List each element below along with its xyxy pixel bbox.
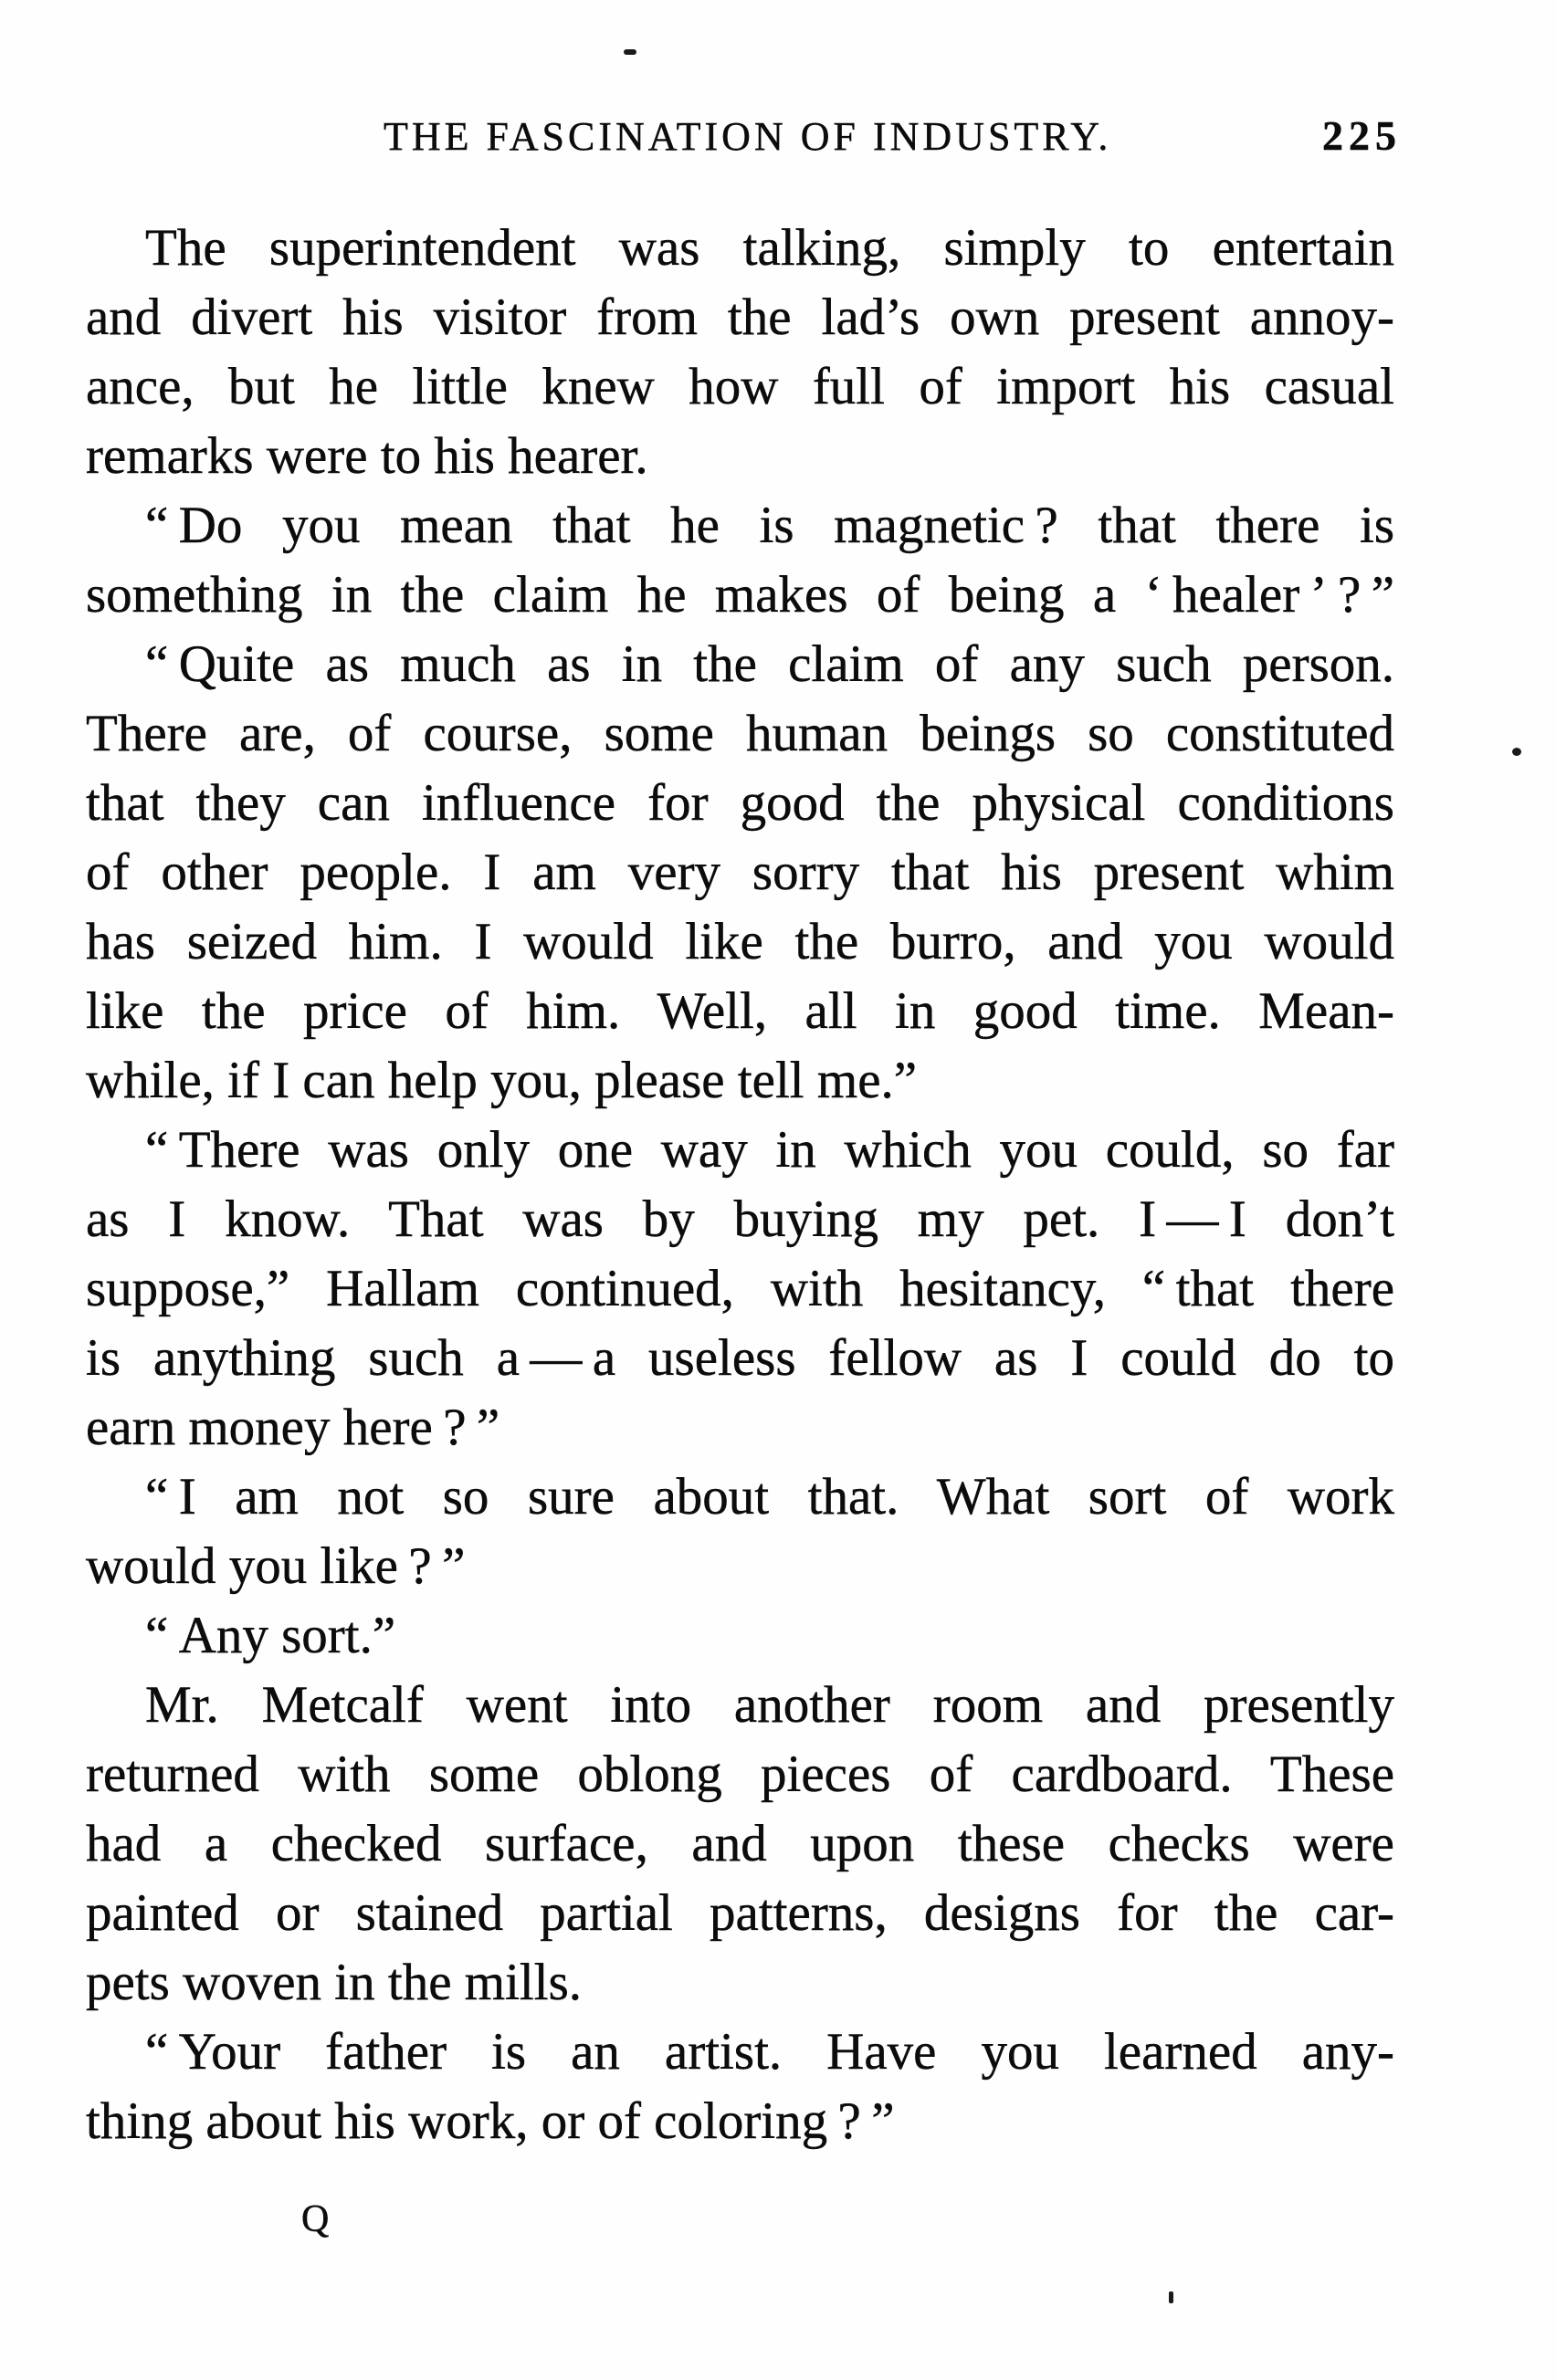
text-line: Mr. Metcalf went into another room and presently: [145, 1676, 1394, 1734]
paragraph: [86, 630, 1394, 1116]
text-line: like the price of him. Well, all in good time. Mean-: [86, 982, 1394, 1040]
page-number: 225: [1322, 112, 1402, 159]
paragraph: [86, 1601, 1394, 1671]
text-line: “ Any sort.”: [145, 1607, 396, 1664]
text-line: “ Quite as much as in the claim of any such person.: [145, 635, 1394, 693]
text-line: has seized him. I would like the burro, and you would: [86, 913, 1394, 970]
ink-speck: [624, 49, 636, 55]
text-line: as I know. That was by buying my pet. I — I don’t: [86, 1190, 1394, 1248]
text-line: “ Your father is an artist. Have you learned any-: [145, 2023, 1394, 2081]
paragraph: [86, 1671, 1394, 2018]
text-line: “ There was only one way in which you could, so far: [145, 1121, 1394, 1179]
text-line: thing about his work, or of coloring ? ”: [86, 2092, 895, 2150]
running-header-title: THE FASCINATION OF INDUSTRY.: [384, 114, 1112, 159]
paragraph: [86, 2018, 1394, 2156]
text-line: while, if I can help you, please tell me.”: [86, 1052, 918, 1109]
text-line: ance, but he little knew how full of import his casual: [86, 358, 1394, 415]
text-line: is anything such a — a useless fellow as I could do to: [86, 1329, 1394, 1387]
paragraph: [86, 1116, 1394, 1463]
text-line: There are, of course, some human beings so constituted: [86, 705, 1394, 762]
text-line: “ Do you mean that he is magnetic ? that there is: [145, 497, 1394, 554]
text-line: of other people. I am very sorry that his present whim: [86, 844, 1394, 901]
text-line: something in the claim he makes of being a ‘ healer ’ ? ”: [86, 566, 1394, 624]
ink-speck: [1169, 2291, 1173, 2303]
text-line: would you like ? ”: [86, 1537, 466, 1595]
signature-mark: Q: [301, 2198, 330, 2240]
body-text: [86, 214, 1394, 2156]
text-line: “ I am not so sure about that. What sort of work: [145, 1468, 1394, 1526]
text-line: that they can influence for good the physical conditions: [86, 774, 1394, 832]
text-line: remarks were to his hearer.: [86, 427, 648, 485]
text-line: The superintendent was talking, simply to entertain: [145, 219, 1394, 277]
text-line: and divert his visitor from the lad’s own present annoy-: [86, 288, 1394, 346]
ink-speck: [1512, 748, 1521, 756]
text-line: returned with some oblong pieces of cardboard. These: [86, 1746, 1394, 1803]
paragraph: [86, 214, 1394, 491]
text-line: had a checked surface, and upon these checks were: [86, 1815, 1394, 1872]
text-line: suppose,” Hallam continued, with hesitancy, “ that there: [86, 1260, 1394, 1317]
paragraph: [86, 491, 1394, 630]
text-line: painted or stained partial patterns, designs for the car-: [86, 1884, 1394, 1942]
paragraph: [86, 1463, 1394, 1601]
text-line: pets woven in the mills.: [86, 1954, 583, 2011]
text-line: earn money here ? ”: [86, 1399, 500, 1456]
